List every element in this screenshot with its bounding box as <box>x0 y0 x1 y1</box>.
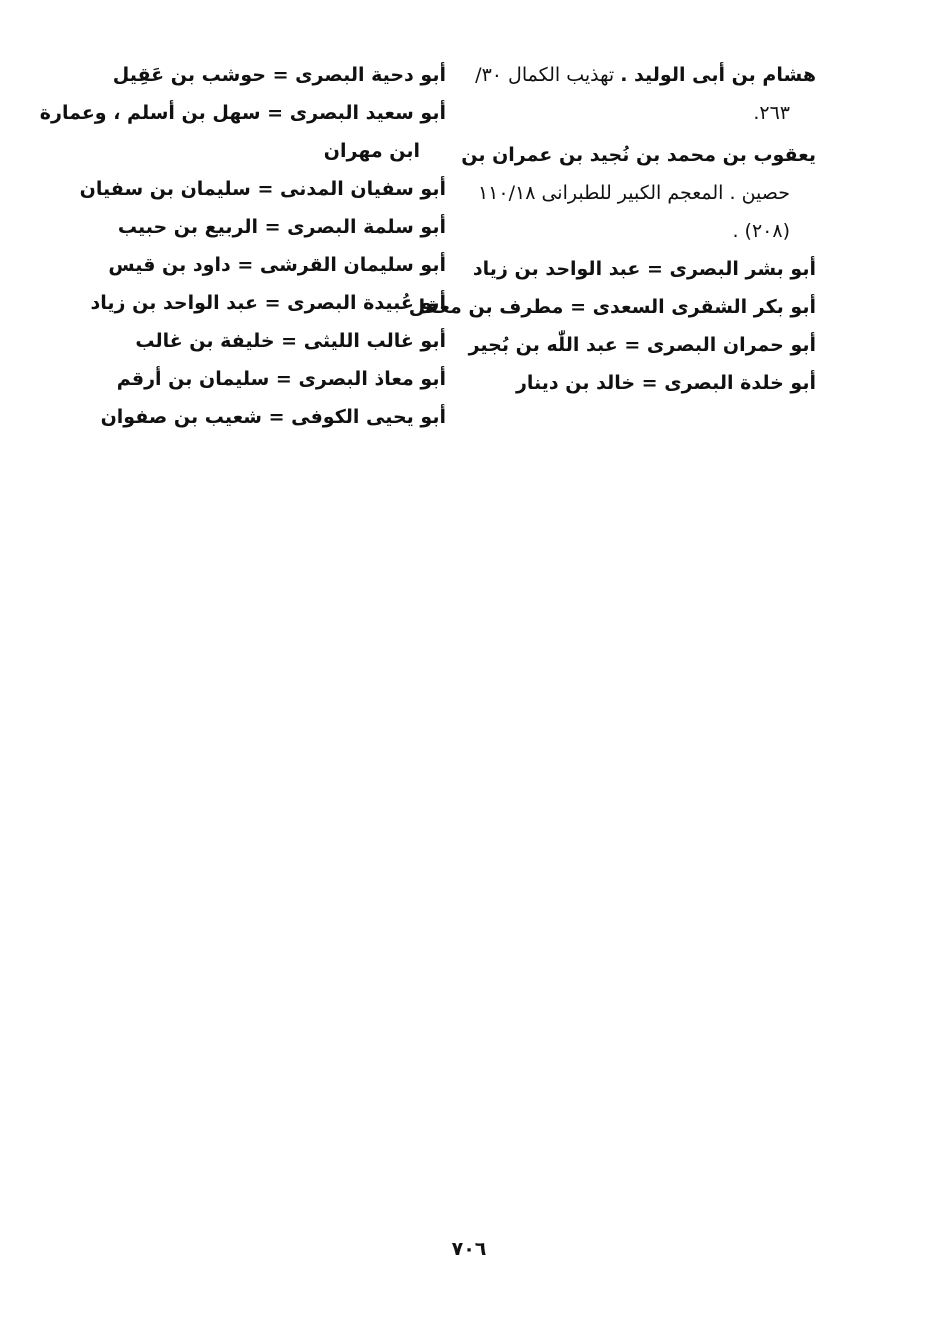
kunya-entry: أبو سفيان المدنى = سليمان بن سفيان <box>79 178 446 200</box>
entry-hisham-line2: ٢٦٣. <box>753 102 790 124</box>
entry-yaqub-line1: يعقوب بن محمد بن نُجيد بن عمران بن <box>461 144 816 166</box>
kunya-entry: أبو سلمة البصرى = الربيع بن حبيب <box>117 216 446 238</box>
kunya-entry: أبو بشر البصرى = عبد الواحد بن زياد <box>472 258 816 280</box>
kunya-entry: أبو غالب الليثى = خليفة بن غالب <box>135 330 446 352</box>
kunya-entry: أبو معاذ البصرى = سليمان بن أرقم <box>116 368 446 390</box>
kunya-entry-abu-said-line2: ابن مهران <box>323 140 420 162</box>
kunya-entry-abu-said-line1: أبو سعيد البصرى = سهل بن أسلم ، وعمارة <box>39 102 446 124</box>
entry-hisham-line1 <box>471 56 816 94</box>
kunya-entry: أبو عُبيدة البصرى = عبد الواحد بن زياد <box>90 292 446 314</box>
entry-hisham-name: هشام بن أبى الوليد . <box>620 64 816 86</box>
kunya-entry: أبو خلدة البصرى = خالد بن دينار <box>515 372 816 394</box>
kunya-entry: أبو بكر الشقرى السعدى = مطرف بن معقل <box>408 296 816 318</box>
entry-yaqub-line3: (٢٠٨) . <box>732 220 790 242</box>
kunya-entry: أبو دحية البصرى = حوشب بن عَقِيل <box>112 64 446 86</box>
entry-hisham-source: تهذيب الكمال ٣٠/ <box>475 64 621 86</box>
kunya-entry: أبو يحيى الكوفى = شعيب بن صفوان <box>100 406 446 428</box>
kunya-entry: أبو سليمان القرشى = داود بن قيس <box>108 254 446 276</box>
entry-yaqub-line2: حصين . المعجم الكبير للطبرانى ١١٠/١٨ <box>477 182 790 204</box>
left-column <box>39 56 446 436</box>
kunya-entry: أبو حمران البصرى = عبد اللّٰه بن بُجير <box>468 334 816 356</box>
page-number: ٧٠٦ <box>451 1238 487 1260</box>
right-column <box>408 56 816 402</box>
